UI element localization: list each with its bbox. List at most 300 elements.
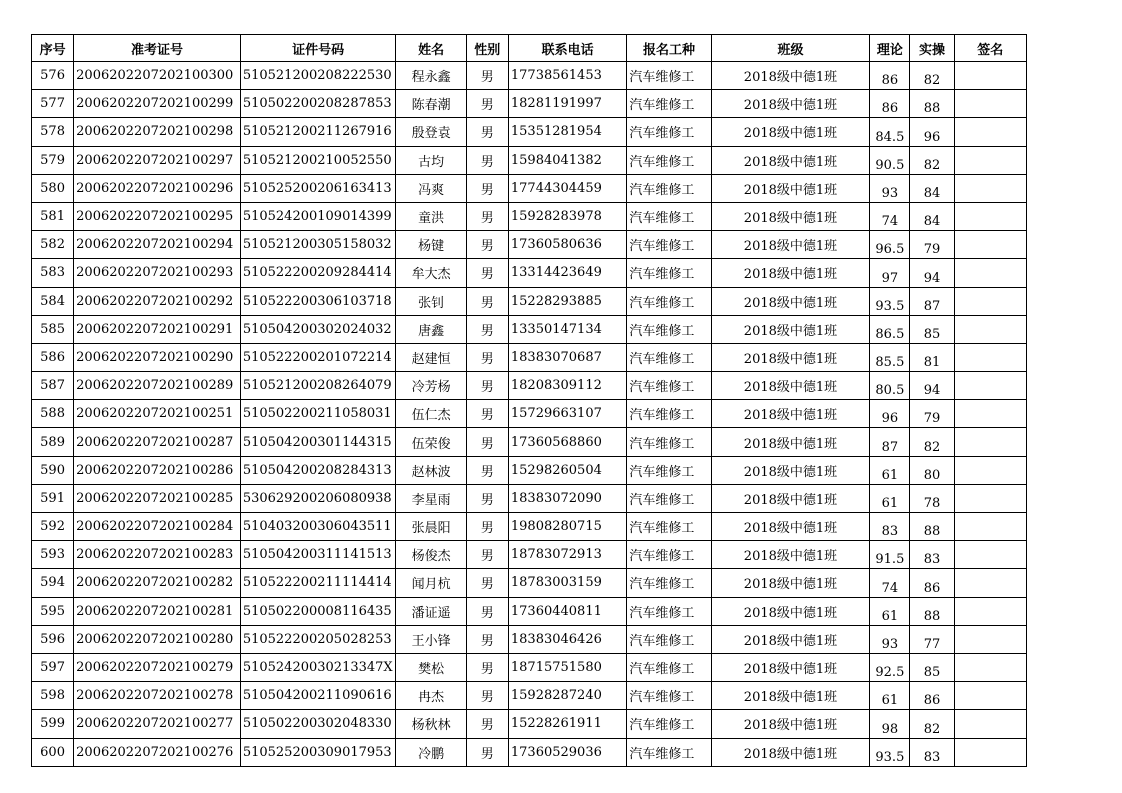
cell-exam-id: 2006202207202100299 — [74, 90, 241, 118]
cell-job: 汽车维修工 — [627, 231, 711, 259]
cell-name: 樊松 — [396, 653, 466, 681]
col-header-phone: 联系电话 — [508, 35, 626, 62]
cell-sign — [954, 259, 1026, 287]
cell-practice: 82 — [910, 710, 954, 738]
cell-phone: 17744304459 — [508, 174, 626, 202]
cell-job: 汽车维修工 — [627, 513, 711, 541]
cell-gender: 男 — [466, 597, 508, 625]
cell-exam-id: 2006202207202100280 — [74, 625, 241, 653]
cell-class: 2018级中德1班 — [711, 541, 870, 569]
cell-exam-id: 2006202207202100297 — [74, 146, 241, 174]
cell-phone: 15928287240 — [508, 682, 626, 710]
cell-practice: 84 — [910, 174, 954, 202]
cell-exam-id: 2006202207202100292 — [74, 287, 241, 315]
cell-class: 2018级中德1班 — [711, 118, 870, 146]
cell-id-no: 510522200306103718 — [240, 287, 396, 315]
cell-gender: 男 — [466, 456, 508, 484]
cell-gender: 男 — [466, 315, 508, 343]
cell-theory: 80.5 — [870, 372, 910, 400]
cell-job: 汽车维修工 — [627, 738, 711, 766]
cell-theory: 61 — [870, 682, 910, 710]
cell-exam-id: 2006202207202100296 — [74, 174, 241, 202]
table-row — [32, 597, 1027, 625]
cell-exam-id: 2006202207202100285 — [74, 484, 241, 512]
cell-practice: 88 — [910, 513, 954, 541]
cell-class: 2018级中德1班 — [711, 202, 870, 230]
cell-name: 冉杰 — [396, 682, 466, 710]
cell-phone: 18383070687 — [508, 343, 626, 371]
cell-gender: 男 — [466, 372, 508, 400]
cell-sign — [954, 343, 1026, 371]
cell-no: 591 — [32, 484, 74, 512]
cell-theory: 74 — [870, 202, 910, 230]
cell-no: 589 — [32, 428, 74, 456]
cell-theory: 91.5 — [870, 541, 910, 569]
cell-practice: 85 — [910, 315, 954, 343]
cell-job: 汽车维修工 — [627, 682, 711, 710]
cell-no: 596 — [32, 625, 74, 653]
cell-theory: 93.5 — [870, 287, 910, 315]
table-row — [32, 174, 1027, 202]
cell-no: 599 — [32, 710, 74, 738]
cell-theory: 86.5 — [870, 315, 910, 343]
cell-practice: 94 — [910, 259, 954, 287]
cell-practice: 82 — [910, 428, 954, 456]
cell-class: 2018级中德1班 — [711, 146, 870, 174]
cell-job: 汽车维修工 — [627, 569, 711, 597]
cell-class: 2018级中德1班 — [711, 682, 870, 710]
cell-exam-id: 2006202207202100291 — [74, 315, 241, 343]
col-header-job: 报名工种 — [627, 35, 711, 62]
col-header-no: 序号 — [32, 35, 74, 62]
cell-job: 汽车维修工 — [627, 710, 711, 738]
cell-job: 汽车维修工 — [627, 400, 711, 428]
cell-name: 张晨阳 — [396, 513, 466, 541]
cell-no: 595 — [32, 597, 74, 625]
cell-phone: 13314423649 — [508, 259, 626, 287]
cell-id-no: 510504200211090616 — [240, 682, 396, 710]
cell-sign — [954, 146, 1026, 174]
cell-exam-id: 2006202207202100290 — [74, 343, 241, 371]
cell-practice: 86 — [910, 569, 954, 597]
cell-class: 2018级中德1班 — [711, 315, 870, 343]
cell-theory: 84.5 — [870, 118, 910, 146]
cell-exam-id: 2006202207202100251 — [74, 400, 241, 428]
cell-no: 593 — [32, 541, 74, 569]
cell-name: 赵建恒 — [396, 343, 466, 371]
cell-job: 汽车维修工 — [627, 428, 711, 456]
cell-gender: 男 — [466, 287, 508, 315]
cell-theory: 86 — [870, 90, 910, 118]
cell-practice: 80 — [910, 456, 954, 484]
cell-sign — [954, 400, 1026, 428]
cell-class: 2018级中德1班 — [711, 625, 870, 653]
cell-sign — [954, 62, 1026, 90]
cell-name: 殷登袁 — [396, 118, 466, 146]
cell-theory: 61 — [870, 456, 910, 484]
cell-no: 597 — [32, 653, 74, 681]
cell-sign — [954, 315, 1026, 343]
cell-name: 潘证遥 — [396, 597, 466, 625]
cell-practice: 81 — [910, 343, 954, 371]
cell-exam-id: 2006202207202100295 — [74, 202, 241, 230]
table-row — [32, 710, 1027, 738]
table-row — [32, 62, 1027, 90]
table-row — [32, 541, 1027, 569]
cell-job: 汽车维修工 — [627, 653, 711, 681]
cell-job: 汽车维修工 — [627, 62, 711, 90]
cell-no: 581 — [32, 202, 74, 230]
cell-class: 2018级中德1班 — [711, 62, 870, 90]
table-row — [32, 202, 1027, 230]
cell-name: 冷芳杨 — [396, 372, 466, 400]
cell-job: 汽车维修工 — [627, 597, 711, 625]
cell-id-no: 51052420030213347X — [240, 653, 396, 681]
cell-gender: 男 — [466, 625, 508, 653]
cell-theory: 96.5 — [870, 231, 910, 259]
cell-class: 2018级中德1班 — [711, 710, 870, 738]
cell-theory: 92.5 — [870, 653, 910, 681]
cell-exam-id: 2006202207202100282 — [74, 569, 241, 597]
col-header-class: 班级 — [711, 35, 870, 62]
cell-sign — [954, 202, 1026, 230]
cell-gender: 男 — [466, 259, 508, 287]
cell-phone: 18208309112 — [508, 372, 626, 400]
cell-name: 伍仁杰 — [396, 400, 466, 428]
cell-no: 585 — [32, 315, 74, 343]
cell-practice: 83 — [910, 541, 954, 569]
cell-name: 杨俊杰 — [396, 541, 466, 569]
table-row — [32, 456, 1027, 484]
cell-sign — [954, 118, 1026, 146]
cell-job: 汽车维修工 — [627, 174, 711, 202]
cell-theory: 61 — [870, 597, 910, 625]
cell-id-no: 510522200211114414 — [240, 569, 396, 597]
cell-gender: 男 — [466, 343, 508, 371]
cell-no: 600 — [32, 738, 74, 766]
cell-gender: 男 — [466, 682, 508, 710]
col-header-id-no: 证件号码 — [240, 35, 396, 62]
cell-id-no: 510524200109014399 — [240, 202, 396, 230]
cell-class: 2018级中德1班 — [711, 174, 870, 202]
cell-id-no: 510522200209284414 — [240, 259, 396, 287]
table-row — [32, 118, 1027, 146]
cell-practice: 82 — [910, 146, 954, 174]
cell-phone: 17360440811 — [508, 597, 626, 625]
cell-class: 2018级中德1班 — [711, 259, 870, 287]
cell-job: 汽车维修工 — [627, 202, 711, 230]
roster-table — [31, 34, 1027, 767]
cell-job: 汽车维修工 — [627, 146, 711, 174]
cell-name: 古均 — [396, 146, 466, 174]
cell-sign — [954, 682, 1026, 710]
cell-job: 汽车维修工 — [627, 315, 711, 343]
cell-no: 578 — [32, 118, 74, 146]
cell-sign — [954, 484, 1026, 512]
cell-phone: 15228293885 — [508, 287, 626, 315]
header-row — [32, 35, 1027, 62]
table-row — [32, 428, 1027, 456]
cell-no: 590 — [32, 456, 74, 484]
cell-phone: 19808280715 — [508, 513, 626, 541]
cell-id-no: 510502200008116435 — [240, 597, 396, 625]
cell-no: 576 — [32, 62, 74, 90]
cell-class: 2018级中德1班 — [711, 569, 870, 597]
cell-phone: 15228261911 — [508, 710, 626, 738]
cell-phone: 18783003159 — [508, 569, 626, 597]
cell-practice: 94 — [910, 372, 954, 400]
cell-exam-id: 2006202207202100281 — [74, 597, 241, 625]
cell-sign — [954, 513, 1026, 541]
cell-no: 587 — [32, 372, 74, 400]
cell-sign — [954, 569, 1026, 597]
cell-exam-id: 2006202207202100279 — [74, 653, 241, 681]
cell-theory: 98 — [870, 710, 910, 738]
cell-id-no: 510521200208264079 — [240, 372, 396, 400]
table-row — [32, 372, 1027, 400]
table-row — [32, 287, 1027, 315]
cell-class: 2018级中德1班 — [711, 90, 870, 118]
cell-sign — [954, 231, 1026, 259]
cell-id-no: 510403200306043511 — [240, 513, 396, 541]
cell-sign — [954, 456, 1026, 484]
cell-no: 583 — [32, 259, 74, 287]
cell-name: 唐鑫 — [396, 315, 466, 343]
cell-sign — [954, 738, 1026, 766]
cell-exam-id: 2006202207202100287 — [74, 428, 241, 456]
cell-name: 张钊 — [396, 287, 466, 315]
col-header-theory: 理论 — [870, 35, 910, 62]
cell-class: 2018级中德1班 — [711, 287, 870, 315]
cell-sign — [954, 625, 1026, 653]
col-header-gender: 性别 — [466, 35, 508, 62]
cell-practice: 96 — [910, 118, 954, 146]
cell-class: 2018级中德1班 — [711, 231, 870, 259]
cell-theory: 93 — [870, 625, 910, 653]
cell-class: 2018级中德1班 — [711, 400, 870, 428]
cell-exam-id: 2006202207202100278 — [74, 682, 241, 710]
cell-gender: 男 — [466, 738, 508, 766]
cell-name: 李星雨 — [396, 484, 466, 512]
cell-gender: 男 — [466, 569, 508, 597]
cell-name: 牟大杰 — [396, 259, 466, 287]
cell-practice: 79 — [910, 231, 954, 259]
cell-practice: 84 — [910, 202, 954, 230]
cell-theory: 86 — [870, 62, 910, 90]
cell-job: 汽车维修工 — [627, 343, 711, 371]
cell-exam-id: 2006202207202100294 — [74, 231, 241, 259]
cell-gender: 男 — [466, 62, 508, 90]
cell-id-no: 510504200302024032 — [240, 315, 396, 343]
cell-id-no: 510521200305158032 — [240, 231, 396, 259]
cell-phone: 15298260504 — [508, 456, 626, 484]
table-row — [32, 343, 1027, 371]
cell-theory: 61 — [870, 484, 910, 512]
cell-phone: 18383072090 — [508, 484, 626, 512]
cell-name: 伍荣俊 — [396, 428, 466, 456]
cell-exam-id: 2006202207202100298 — [74, 118, 241, 146]
cell-theory: 93 — [870, 174, 910, 202]
cell-name: 杨键 — [396, 231, 466, 259]
cell-theory: 85.5 — [870, 343, 910, 371]
cell-no: 594 — [32, 569, 74, 597]
cell-exam-id: 2006202207202100300 — [74, 62, 241, 90]
cell-job: 汽车维修工 — [627, 118, 711, 146]
cell-exam-id: 2006202207202100293 — [74, 259, 241, 287]
cell-exam-id: 2006202207202100286 — [74, 456, 241, 484]
cell-theory: 97 — [870, 259, 910, 287]
cell-sign — [954, 90, 1026, 118]
cell-gender: 男 — [466, 653, 508, 681]
table-row — [32, 625, 1027, 653]
cell-theory: 83 — [870, 513, 910, 541]
cell-no: 582 — [32, 231, 74, 259]
cell-job: 汽车维修工 — [627, 484, 711, 512]
cell-phone: 13350147134 — [508, 315, 626, 343]
cell-class: 2018级中德1班 — [711, 738, 870, 766]
cell-theory: 93.5 — [870, 738, 910, 766]
cell-practice: 86 — [910, 682, 954, 710]
table-row — [32, 400, 1027, 428]
cell-phone: 17360580636 — [508, 231, 626, 259]
cell-phone: 17360568860 — [508, 428, 626, 456]
cell-id-no: 510502200211058031 — [240, 400, 396, 428]
cell-exam-id: 2006202207202100277 — [74, 710, 241, 738]
cell-practice: 88 — [910, 597, 954, 625]
table-row — [32, 259, 1027, 287]
table-row — [32, 653, 1027, 681]
cell-gender: 男 — [466, 118, 508, 146]
cell-id-no: 510521200210052550 — [240, 146, 396, 174]
cell-practice: 85 — [910, 653, 954, 681]
cell-no: 577 — [32, 90, 74, 118]
cell-gender: 男 — [466, 231, 508, 259]
cell-class: 2018级中德1班 — [711, 484, 870, 512]
cell-gender: 男 — [466, 90, 508, 118]
cell-phone: 15351281954 — [508, 118, 626, 146]
table-row — [32, 738, 1027, 766]
cell-sign — [954, 287, 1026, 315]
table-row — [32, 315, 1027, 343]
cell-sign — [954, 428, 1026, 456]
cell-no: 588 — [32, 400, 74, 428]
cell-exam-id: 2006202207202100283 — [74, 541, 241, 569]
cell-phone: 15729663107 — [508, 400, 626, 428]
cell-phone: 18715751580 — [508, 653, 626, 681]
cell-id-no: 510504200208284313 — [240, 456, 396, 484]
table-row — [32, 484, 1027, 512]
cell-name: 冷鹏 — [396, 738, 466, 766]
cell-job: 汽车维修工 — [627, 541, 711, 569]
cell-id-no: 510522200205028253 — [240, 625, 396, 653]
cell-job: 汽车维修工 — [627, 287, 711, 315]
cell-name: 陈春潮 — [396, 90, 466, 118]
cell-name: 冯爽 — [396, 174, 466, 202]
cell-practice: 78 — [910, 484, 954, 512]
cell-class: 2018级中德1班 — [711, 597, 870, 625]
cell-name: 杨秋林 — [396, 710, 466, 738]
cell-gender: 男 — [466, 428, 508, 456]
cell-gender: 男 — [466, 174, 508, 202]
cell-job: 汽车维修工 — [627, 456, 711, 484]
cell-no: 584 — [32, 287, 74, 315]
cell-id-no: 510502200208287853 — [240, 90, 396, 118]
cell-id-no: 510522200201072214 — [240, 343, 396, 371]
cell-class: 2018级中德1班 — [711, 653, 870, 681]
cell-phone: 18783072913 — [508, 541, 626, 569]
cell-job: 汽车维修工 — [627, 90, 711, 118]
cell-id-no: 510504200311141513 — [240, 541, 396, 569]
cell-gender: 男 — [466, 202, 508, 230]
table-row — [32, 231, 1027, 259]
cell-id-no: 510525200206163413 — [240, 174, 396, 202]
table-row — [32, 90, 1027, 118]
cell-class: 2018级中德1班 — [711, 372, 870, 400]
cell-name: 童洪 — [396, 202, 466, 230]
cell-sign — [954, 174, 1026, 202]
cell-gender: 男 — [466, 710, 508, 738]
cell-gender: 男 — [466, 146, 508, 174]
cell-practice: 87 — [910, 287, 954, 315]
cell-no: 598 — [32, 682, 74, 710]
cell-id-no: 530629200206080938 — [240, 484, 396, 512]
cell-practice: 82 — [910, 62, 954, 90]
cell-phone: 18383046426 — [508, 625, 626, 653]
cell-gender: 男 — [466, 541, 508, 569]
cell-id-no: 510504200301144315 — [240, 428, 396, 456]
table-row — [32, 513, 1027, 541]
col-header-name: 姓名 — [396, 35, 466, 62]
cell-sign — [954, 710, 1026, 738]
col-header-sign: 签名 — [954, 35, 1026, 62]
cell-sign — [954, 653, 1026, 681]
cell-no: 592 — [32, 513, 74, 541]
cell-no: 579 — [32, 146, 74, 174]
cell-sign — [954, 541, 1026, 569]
cell-phone: 17738561453 — [508, 62, 626, 90]
cell-id-no: 510502200302048330 — [240, 710, 396, 738]
cell-job: 汽车维修工 — [627, 372, 711, 400]
cell-exam-id: 2006202207202100276 — [74, 738, 241, 766]
cell-no: 580 — [32, 174, 74, 202]
cell-class: 2018级中德1班 — [711, 343, 870, 371]
col-header-practice: 实操 — [910, 35, 954, 62]
cell-phone: 17360529036 — [508, 738, 626, 766]
cell-no: 586 — [32, 343, 74, 371]
cell-gender: 男 — [466, 513, 508, 541]
cell-practice: 83 — [910, 738, 954, 766]
cell-theory: 90.5 — [870, 146, 910, 174]
table-row — [32, 146, 1027, 174]
cell-sign — [954, 597, 1026, 625]
cell-gender: 男 — [466, 400, 508, 428]
cell-id-no: 510521200211267916 — [240, 118, 396, 146]
cell-name: 王小锋 — [396, 625, 466, 653]
table-row — [32, 682, 1027, 710]
cell-name: 闻月杭 — [396, 569, 466, 597]
cell-exam-id: 2006202207202100289 — [74, 372, 241, 400]
cell-name: 赵林波 — [396, 456, 466, 484]
cell-class: 2018级中德1班 — [711, 428, 870, 456]
cell-job: 汽车维修工 — [627, 259, 711, 287]
cell-phone: 15928283978 — [508, 202, 626, 230]
cell-theory: 96 — [870, 400, 910, 428]
cell-practice: 88 — [910, 90, 954, 118]
cell-practice: 77 — [910, 625, 954, 653]
cell-class: 2018级中德1班 — [711, 513, 870, 541]
cell-phone: 15984041382 — [508, 146, 626, 174]
cell-exam-id: 2006202207202100284 — [74, 513, 241, 541]
